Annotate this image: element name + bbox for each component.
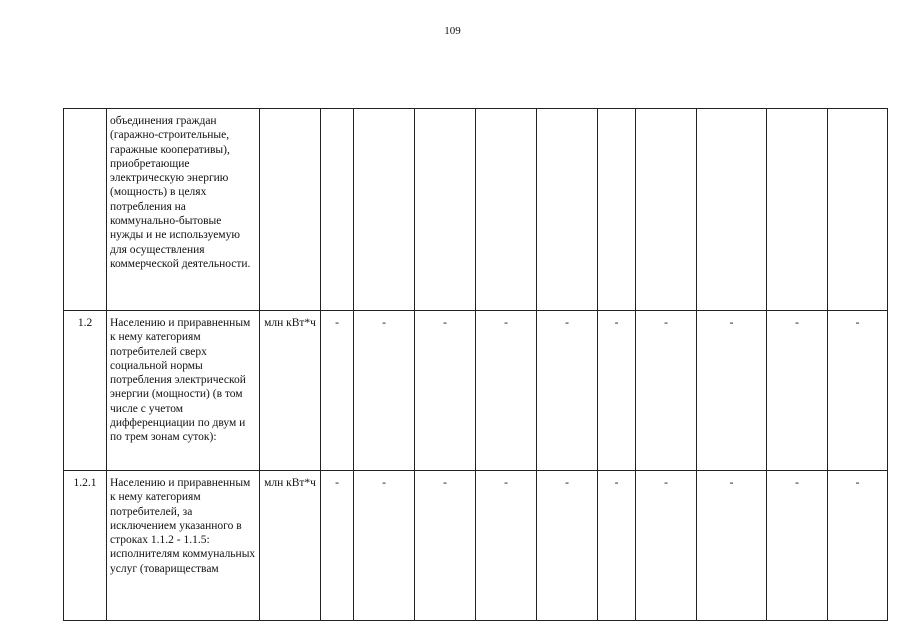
row-name: Населению и приравненным к нему категориям потребителей сверх социальной нормы потребления электрической энергии (мощности) (в том числе с учетом дифференциации по двум и по трем зонам суток): — [107, 311, 260, 471]
row-number: 1.2.1 — [64, 471, 107, 621]
row-value — [321, 109, 354, 311]
row-value: - — [354, 311, 415, 471]
row-value: - — [537, 311, 598, 471]
row-value: - — [636, 471, 697, 621]
row-value — [598, 109, 636, 311]
row-value — [354, 109, 415, 311]
row-value — [476, 109, 537, 311]
row-value: - — [321, 471, 354, 621]
row-value — [636, 109, 697, 311]
row-value: - — [767, 471, 828, 621]
row-value: - — [415, 471, 476, 621]
row-number — [64, 109, 107, 311]
row-value: - — [697, 471, 767, 621]
row-unit: млн кВт*ч — [260, 311, 321, 471]
row-value — [828, 109, 888, 311]
row-number: 1.2 — [64, 311, 107, 471]
row-value: - — [828, 311, 888, 471]
row-value — [415, 109, 476, 311]
row-value: - — [321, 311, 354, 471]
tariff-table — [63, 108, 888, 621]
row-value: - — [476, 311, 537, 471]
row-unit — [260, 109, 321, 311]
row-value: - — [636, 311, 697, 471]
row-value — [767, 109, 828, 311]
table-row — [64, 471, 888, 621]
page-number: 109 — [444, 25, 461, 37]
row-value: - — [476, 471, 537, 621]
table-row — [64, 311, 888, 471]
row-value: - — [598, 311, 636, 471]
row-value: - — [598, 471, 636, 621]
row-value — [537, 109, 598, 311]
row-unit: млн кВт*ч — [260, 471, 321, 621]
table-row — [64, 109, 888, 311]
row-value — [697, 109, 767, 311]
row-name: Населению и приравненным к нему категориям потребителей, за исключением указанного в строках 1.1.2 - 1.1.5: исполнителям коммунальных услуг (товариществам — [107, 471, 260, 621]
row-value: - — [697, 311, 767, 471]
row-value: - — [537, 471, 598, 621]
row-value: - — [828, 471, 888, 621]
row-value: - — [354, 471, 415, 621]
row-value: - — [415, 311, 476, 471]
row-value: - — [767, 311, 828, 471]
row-name: объединения граждан (гаражно-строительные, гаражные кооперативы), приобретающие электрическую энергию (мощность) в целях потребления на коммунально-бытовые нужды и не используемую для осуществления коммерческой деятельности. — [107, 109, 260, 311]
